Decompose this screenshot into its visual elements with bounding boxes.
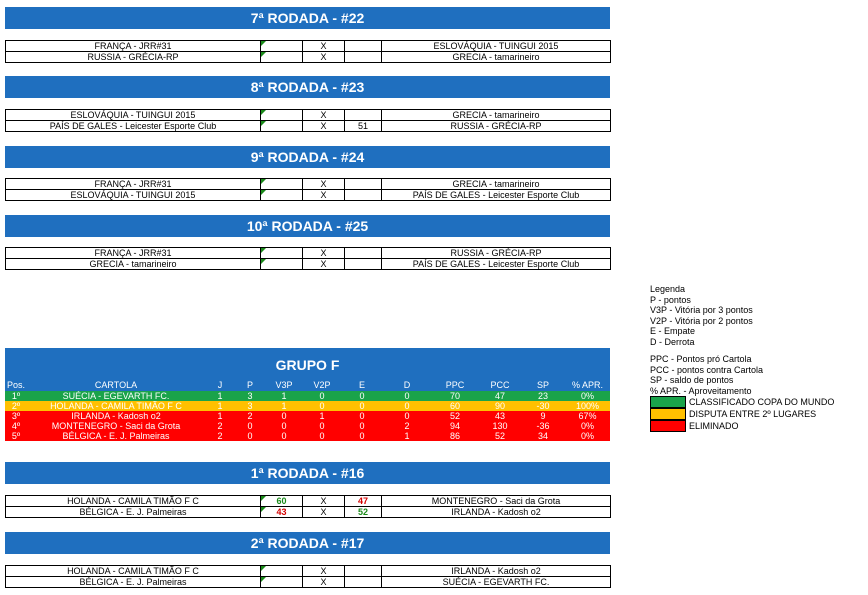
home-score: [261, 190, 303, 201]
column-header: E: [341, 380, 383, 391]
stat-cell: 67%: [565, 411, 610, 421]
comment-marker-icon: [261, 248, 266, 253]
away-team: IRLANDA - Kadosh o2: [382, 507, 611, 518]
away-team: GRECIA - tamarineiro: [382, 110, 611, 121]
away-score: [345, 259, 382, 270]
away-score: 51: [345, 121, 382, 132]
round-header: 8ª RODADA - #23: [5, 76, 610, 98]
home-team: ESLOVÁQUIA - TUINGUI 2015: [6, 110, 261, 121]
column-header: Pos.: [6, 380, 25, 390]
stat-cell: 0: [383, 401, 431, 411]
round-header: 2ª RODADA - #17: [5, 532, 610, 554]
stat-cell: 3: [235, 401, 265, 411]
stat-cell: 0: [303, 401, 341, 411]
legend-line: V2P - Vitória por 2 pontos: [650, 315, 753, 326]
position-cell: 4º: [5, 421, 27, 431]
match-row: [6, 496, 611, 507]
legend-line: PPC - Pontos pró Cartola: [650, 354, 752, 364]
match-table: [5, 565, 611, 588]
column-header: % APR.: [565, 380, 610, 391]
stat-cell: 86: [431, 431, 479, 441]
standings-row: [5, 411, 610, 421]
match-table: [5, 178, 611, 201]
legend-title: Legenda: [650, 284, 686, 294]
home-team: ESLOVÁQUIA - TUINGUI 2015: [6, 190, 261, 201]
stat-cell: 0%: [565, 431, 610, 441]
home-score: [261, 259, 303, 270]
home-score: [261, 41, 303, 52]
away-score: [345, 577, 382, 588]
stat-cell: 2: [235, 411, 265, 421]
away-score: 52: [345, 507, 382, 518]
team-cell: HOLANDA - CAMILA TIMÃO F C: [27, 401, 205, 411]
position-cell: 1º: [5, 391, 27, 401]
stat-cell: 2: [205, 421, 235, 431]
versus-separator: X: [303, 52, 345, 63]
away-score: [345, 52, 382, 63]
standings-header-row: [5, 380, 610, 391]
legend-swatch-playoff: [650, 408, 834, 420]
legend-line: PCC - pontos contra Cartola: [650, 364, 764, 375]
team-cell: BÉLGICA - E. J. Palmeiras: [27, 431, 205, 441]
stat-cell: 60: [431, 401, 479, 411]
stat-cell: 0%: [565, 391, 610, 401]
versus-separator: X: [303, 179, 345, 190]
comment-marker-icon: [261, 577, 266, 582]
away-score: [345, 248, 382, 259]
stat-cell: 1: [205, 411, 235, 421]
column-header: SP: [521, 380, 565, 391]
column-header: CARTOLA: [27, 380, 205, 391]
stat-cell: 34: [521, 431, 565, 441]
team-cell: SUÉCIA - EGEVARTH FC.: [27, 391, 205, 401]
round-header: 1ª RODADA - #16: [5, 462, 610, 484]
column-header: V2P: [303, 380, 341, 391]
stat-cell: 0: [265, 411, 303, 421]
stat-cell: 0%: [565, 421, 610, 431]
position-cell: 3º: [5, 411, 27, 421]
stat-cell: 0: [341, 401, 383, 411]
standings-row: [5, 401, 610, 411]
stat-cell: 0: [341, 391, 383, 401]
standings-row: [5, 421, 610, 431]
versus-separator: X: [303, 566, 345, 577]
team-cell: MONTENEGRO - Saci da Grota: [27, 421, 205, 431]
comment-marker-icon: [261, 190, 266, 195]
stat-cell: 0: [341, 431, 383, 441]
versus-separator: X: [303, 41, 345, 52]
match-table: [5, 109, 611, 132]
away-team: RUSSIA - GRÉCIA-RP: [382, 121, 611, 132]
away-team: SUÉCIA - EGEVARTH FC.: [382, 577, 611, 588]
versus-separator: X: [303, 190, 345, 201]
home-score: [261, 577, 303, 588]
legend-swatch-label: ELIMINADO: [689, 420, 739, 431]
home-team: HOLANDA - CAMILA TIMÃO F C: [6, 496, 261, 507]
stat-cell: 0: [265, 421, 303, 431]
green-swatch: [650, 396, 686, 408]
stat-cell: 0: [235, 421, 265, 431]
match-row: [6, 259, 611, 270]
stat-cell: -36: [521, 421, 565, 431]
home-team: GRECIA - tamarineiro: [6, 259, 261, 270]
legend-line: SP - saldo de pontos: [650, 375, 734, 385]
away-team: PAÍS DE GALES - Leicester Esporte Club: [382, 190, 611, 201]
stat-cell: 130: [479, 421, 521, 431]
home-score: [261, 179, 303, 190]
versus-separator: X: [303, 248, 345, 259]
stat-cell: 47: [479, 391, 521, 401]
away-score: 47: [345, 496, 382, 507]
stat-cell: 1: [383, 431, 431, 441]
stat-cell: 0: [303, 421, 341, 431]
stat-cell: 23: [521, 391, 565, 401]
away-team: PAÍS DE GALES - Leicester Esporte Club: [382, 259, 611, 270]
stat-cell: 90: [479, 401, 521, 411]
stat-cell: 43: [479, 411, 521, 421]
comment-marker-icon: [261, 41, 266, 46]
stat-cell: -30: [521, 401, 565, 411]
standings-row: [5, 391, 610, 401]
position-cell: 2º: [5, 401, 27, 411]
match-row: [6, 248, 611, 259]
home-score: [261, 248, 303, 259]
match-table: [5, 247, 611, 270]
stat-cell: 1: [205, 401, 235, 411]
match-row: [6, 577, 611, 588]
away-team: MONTENEGRO - Saci da Grota: [382, 496, 611, 507]
round-header: 9ª RODADA - #24: [5, 146, 610, 168]
versus-separator: X: [303, 259, 345, 270]
standings-row: [5, 431, 610, 441]
column-header: PCC: [479, 380, 521, 391]
home-team: PAÍS DE GALES - Leicester Esporte Club: [6, 121, 261, 132]
versus-separator: X: [303, 577, 345, 588]
legend-swatch-label: DISPUTA ENTRE 2º LUGARES: [689, 408, 817, 419]
stat-cell: 100%: [565, 401, 610, 411]
match-row: [6, 110, 611, 121]
away-score: [345, 190, 382, 201]
match-row: [6, 121, 611, 132]
stat-cell: 2: [205, 431, 235, 441]
legend-swatch-qualified: [650, 396, 834, 408]
stat-cell: 9: [521, 411, 565, 421]
column-header: P: [235, 380, 265, 391]
away-score: [345, 110, 382, 121]
match-row: [6, 507, 611, 518]
team-cell: IRLANDA - Kadosh o2: [27, 411, 205, 421]
legend-swatch-eliminated: [650, 420, 834, 432]
comment-marker-icon: [261, 121, 266, 126]
versus-separator: X: [303, 110, 345, 121]
stat-cell: 3: [235, 391, 265, 401]
comment-marker-icon: [261, 259, 266, 264]
stat-cell: 1: [265, 391, 303, 401]
home-score: [261, 121, 303, 132]
stat-cell: 1: [205, 391, 235, 401]
stat-cell: 70: [431, 391, 479, 401]
match-row: [6, 52, 611, 63]
home-team: FRANÇA - JRR#31: [6, 179, 261, 190]
stat-cell: 0: [341, 421, 383, 431]
stat-cell: 52: [479, 431, 521, 441]
legend-line: % APR. - Aproveitamento: [650, 385, 752, 396]
home-score: [261, 566, 303, 577]
match-table: [5, 40, 611, 63]
column-header: V3P: [265, 380, 303, 391]
legend-swatch-label: CLASSIFICADO COPA DO MUNDO: [689, 396, 835, 407]
away-team: ESLOVÁQUIA - TUINGUI 2015: [382, 41, 611, 52]
home-score: 60: [261, 496, 303, 507]
standings-table: [5, 380, 610, 441]
match-row: [6, 179, 611, 190]
stat-cell: 0: [303, 391, 341, 401]
round-header: 10ª RODADA - #25: [5, 215, 610, 237]
home-score: [261, 110, 303, 121]
away-score: [345, 179, 382, 190]
match-row: [6, 41, 611, 52]
home-score: [261, 52, 303, 63]
stat-cell: 0: [341, 411, 383, 421]
stat-cell: 0: [265, 431, 303, 441]
stat-cell: 1: [303, 411, 341, 421]
home-team: RUSSIA - GRÉCIA-RP: [6, 52, 261, 63]
versus-separator: X: [303, 496, 345, 507]
comment-marker-icon: [261, 507, 266, 512]
legend-line: P - pontos: [650, 294, 691, 305]
comment-marker-icon: [261, 566, 266, 571]
away-score: [345, 41, 382, 52]
away-team: RUSSIA - GRÉCIA-RP: [382, 248, 611, 259]
position-cell: 5º: [5, 431, 27, 441]
stat-cell: 0: [303, 431, 341, 441]
yellow-swatch: [650, 408, 686, 420]
legend-line: E - Empate: [650, 326, 696, 336]
home-team: HOLANDA - CAMILA TIMÃO F C: [6, 566, 261, 577]
legend-line: D - Derrota: [650, 336, 695, 347]
comment-marker-icon: [261, 110, 266, 115]
home-score: 43: [261, 507, 303, 518]
column-header: PPC: [431, 380, 479, 391]
column-header: D: [383, 380, 431, 391]
home-team: BÉLGICA - E. J. Palmeiras: [6, 507, 261, 518]
versus-separator: X: [303, 121, 345, 132]
away-team: IRLANDA - Kadosh o2: [382, 566, 611, 577]
legend-line: V3P - Vitória por 3 pontos: [650, 305, 753, 315]
group-header: GRUPO F: [5, 348, 610, 380]
home-team: FRANÇA - JRR#31: [6, 248, 261, 259]
stat-cell: 0: [383, 391, 431, 401]
stat-cell: 0: [383, 411, 431, 421]
legend: [650, 284, 834, 432]
away-score: [345, 566, 382, 577]
match-row: [6, 190, 611, 201]
stat-cell: 0: [235, 431, 265, 441]
match-row: [6, 566, 611, 577]
match-table: [5, 495, 611, 518]
home-team: FRANÇA - JRR#31: [6, 41, 261, 52]
versus-separator: X: [303, 507, 345, 518]
stat-cell: 2: [383, 421, 431, 431]
column-header: J: [205, 380, 235, 391]
away-team: GRECIA - tamarineiro: [382, 179, 611, 190]
round-header: 7ª RODADA - #22: [5, 7, 610, 29]
comment-marker-icon: [261, 52, 266, 57]
comment-marker-icon: [261, 496, 266, 501]
stat-cell: 52: [431, 411, 479, 421]
stat-cell: 1: [265, 401, 303, 411]
comment-marker-icon: [261, 179, 266, 184]
stat-cell: 94: [431, 421, 479, 431]
home-team: BÉLGICA - E. J. Palmeiras: [6, 577, 261, 588]
away-team: GRECIA - tamarineiro: [382, 52, 611, 63]
red-swatch: [650, 420, 686, 432]
